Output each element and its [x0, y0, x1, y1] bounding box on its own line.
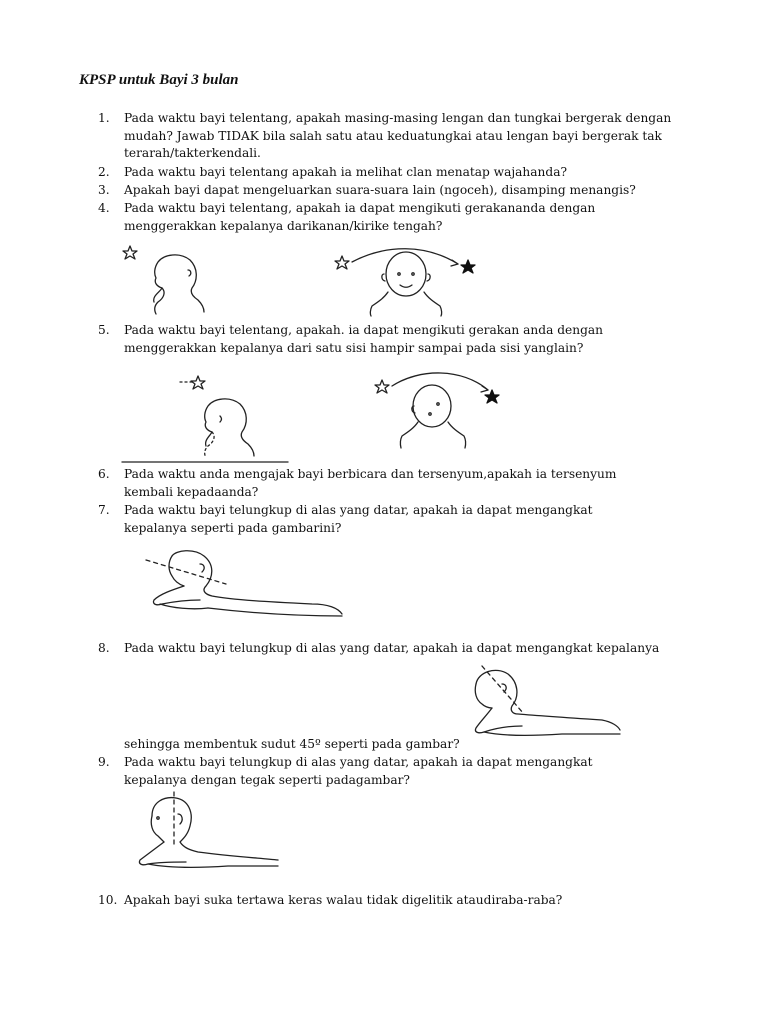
question-text: Pada waktu bayi telungkup di alas yang datar, apakah ia dapat mengangkat	[124, 503, 593, 517]
baby-side-view-illustration	[118, 240, 208, 316]
question-number: 1.	[98, 111, 110, 125]
question-6	[98, 466, 678, 501]
question-text: sehingga membentuk sudut 45º seperti pada gambar?	[124, 737, 460, 751]
question-text: menggerakkan kepalanya dari satu sisi hampir sampai pada sisi yanglain?	[124, 340, 584, 355]
question-number: 8.	[98, 641, 110, 655]
question-5	[98, 322, 678, 357]
question-10	[98, 892, 678, 910]
baby-prone-head-lifted-illustration	[142, 546, 352, 622]
question-text: kembali kepadaanda?	[124, 484, 259, 499]
question-number: 9.	[98, 755, 110, 769]
star-outline-icon	[335, 256, 349, 269]
star-filled-icon	[461, 260, 475, 273]
star-outline-icon	[375, 380, 389, 393]
question-text: Pada waktu bayi telungkup di alas yang datar, apakah ia dapat mengangkat kepalanya	[124, 641, 660, 655]
question-text: Pada waktu bayi telungkup di alas yang datar, apakah ia dapat mengangkat	[124, 755, 593, 769]
baby-head-turn-illustration	[370, 366, 508, 450]
question-7	[98, 502, 678, 537]
question-9	[98, 754, 678, 789]
star-filled-icon	[485, 390, 499, 403]
star-outline-icon	[123, 246, 137, 259]
question-text: kepalanya seperti pada gambarini?	[124, 520, 342, 535]
question-number: 6.	[98, 467, 110, 481]
page-title: KPSP untuk Bayi 3 bulan	[79, 72, 239, 88]
question-number: 10.	[98, 893, 118, 907]
question-number: 2.	[98, 165, 110, 179]
question-text: Pada waktu bayi telentang apakah ia melihat clan menatap wajahanda?	[124, 165, 567, 179]
question-text: Pada waktu bayi telentang, apakah ia dapat mengikuti gerakananda dengan	[124, 201, 596, 215]
question-text: Pada waktu bayi telentang, apakah masing-masing lengan dan tungkai bergerak dengan	[124, 111, 672, 125]
question-number: 4.	[98, 201, 110, 215]
question-text: Pada waktu anda mengajak bayi berbicara dan tersenyum,apakah ia tersenyum	[124, 467, 617, 481]
question-8	[98, 640, 678, 658]
question-3	[98, 182, 678, 200]
question-number: 5.	[98, 323, 110, 337]
question-text: Pada waktu bayi telentang, apakah. ia dapat mengikuti gerakan anda dengan	[124, 323, 603, 337]
question-text: Apakah bayi suka tertawa keras walau tidak digelitik ataudiraba-raba?	[124, 893, 563, 907]
baby-profile-looking-side-illustration	[120, 370, 290, 466]
star-outline-icon	[191, 376, 205, 389]
question-text: terarah/takterkendali.	[124, 146, 261, 160]
baby-front-view-illustration	[326, 244, 482, 316]
question-text: mudah? Jawab TIDAK bila salah satu atau keduatungkai atau lengan bayi bergerak tak	[124, 128, 662, 143]
baby-prone-head-upright-illustration	[128, 790, 284, 886]
question-number: 3.	[98, 183, 110, 197]
question-number: 7.	[98, 503, 110, 517]
question-text: menggerakkan kepalanya darikanan/kirike tengah?	[124, 218, 443, 233]
question-1	[98, 110, 678, 163]
question-text: kepalanya dengan tegak seperti padagambar?	[124, 772, 410, 787]
question-text: Apakah bayi dapat mengeluarkan suara-suara lain (ngoceh), disamping menangis?	[124, 183, 636, 197]
question-2	[98, 164, 678, 182]
question-8-continuation	[98, 736, 678, 754]
baby-prone-45-degree-illustration	[462, 664, 622, 744]
question-4	[98, 200, 678, 235]
